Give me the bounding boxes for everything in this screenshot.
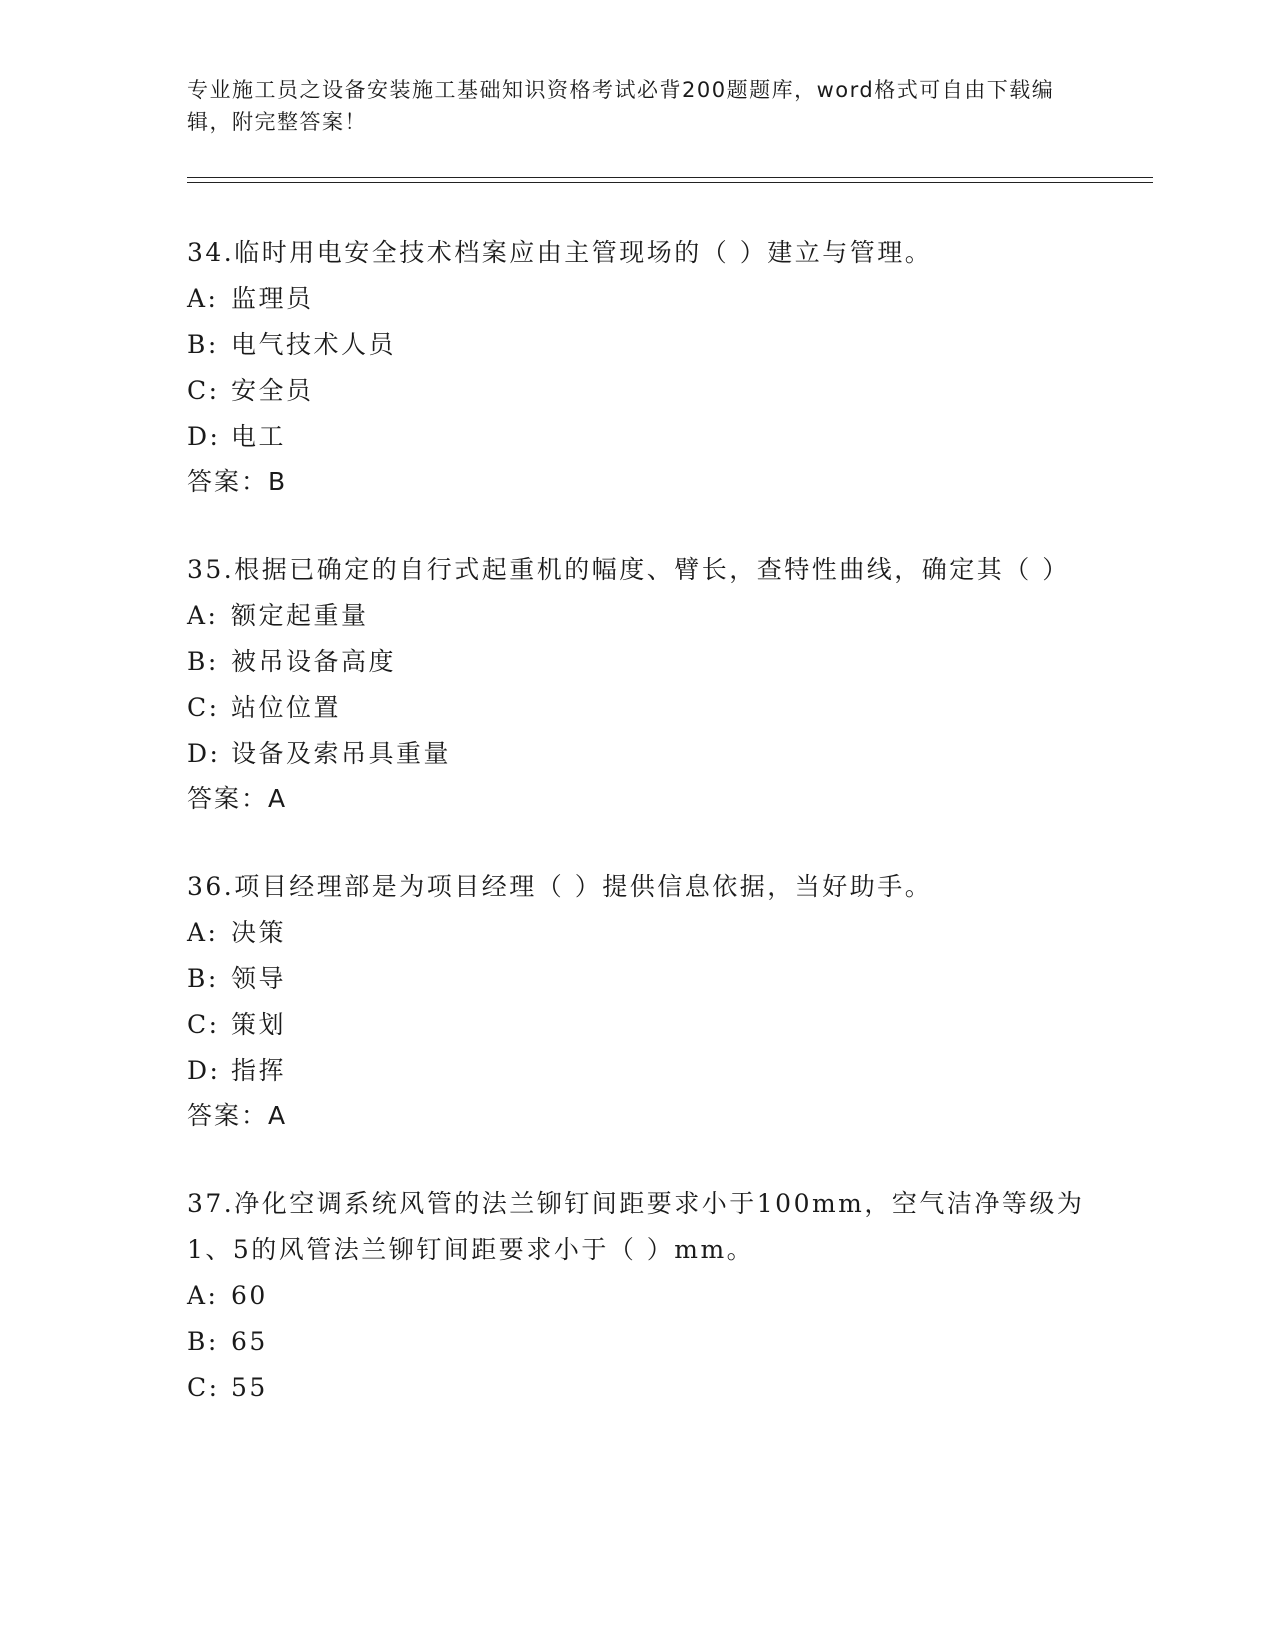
question-text: 37.净化空调系统风管的法兰铆钉间距要求小于100mm，空气洁净等级为1、5的风管法兰铆钉间距要求小于（ ）mm。 [187,1189,1085,1264]
question-item [187,230,1087,504]
answer-line: 答案：A [187,784,288,813]
option-letter: A: [187,918,219,947]
option-text: 电工 [231,422,287,451]
option-b [187,956,1087,1002]
option-text: 65 [231,1327,268,1356]
option-d [187,414,1087,460]
document-header: 专业施工员之设备安装施工基础知识资格考试必背200题题库，word格式可自由下载编辑，附完整答案！ [187,78,1055,134]
option-letter: C: [187,376,220,405]
option-c [187,1365,1087,1411]
question-text: 34.临时用电安全技术档案应由主管现场的（ ）建立与管理。 [187,238,933,267]
option-a [187,593,1087,639]
option-text: 决策 [231,918,287,947]
option-d [187,731,1087,777]
option-letter: D: [187,1056,221,1085]
answer-line: 答案：A [187,1101,288,1130]
header-divider-bottom [187,182,1153,183]
question-item [187,1181,1087,1411]
option-b [187,1319,1087,1365]
option-text: 站位位置 [231,693,342,722]
question-item [187,547,1087,821]
option-letter: D: [187,739,221,768]
option-text: 额定起重量 [231,601,369,630]
option-d [187,1048,1087,1094]
option-letter: D: [187,422,221,451]
question-text: 35.根据已确定的自行式起重机的幅度、臂长，查特性曲线，确定其（ ） [187,555,1070,584]
option-c [187,368,1087,414]
option-letter: C: [187,1373,220,1402]
option-text: 设备及索吊具重量 [231,739,452,768]
option-c [187,1002,1087,1048]
option-text: 电气技术人员 [231,330,397,359]
option-text: 监理员 [231,284,314,313]
option-text: 55 [231,1373,268,1402]
question-text: 36.项目经理部是为项目经理（ ）提供信息依据，当好助手。 [187,872,933,901]
option-letter: B: [187,964,219,993]
question-list [187,230,1087,1454]
option-letter: B: [187,647,219,676]
option-letter: A: [187,284,219,313]
option-text: 策划 [231,1010,287,1039]
option-letter: C: [187,1010,220,1039]
option-letter: C: [187,693,220,722]
option-a [187,276,1087,322]
option-text: 指挥 [231,1056,287,1085]
option-a [187,1273,1087,1319]
option-letter: A: [187,1281,219,1310]
option-letter: A: [187,601,219,630]
option-a [187,910,1087,956]
option-text: 被吊设备高度 [231,647,397,676]
header-divider-top [187,177,1153,178]
option-text: 领导 [231,964,287,993]
option-text: 60 [231,1281,268,1310]
option-text: 安全员 [231,376,314,405]
option-c [187,685,1087,731]
option-letter: B: [187,330,219,359]
question-item [187,864,1087,1138]
option-b [187,322,1087,368]
answer-line: 答案：B [187,467,288,496]
option-b [187,639,1087,685]
option-letter: B: [187,1327,219,1356]
